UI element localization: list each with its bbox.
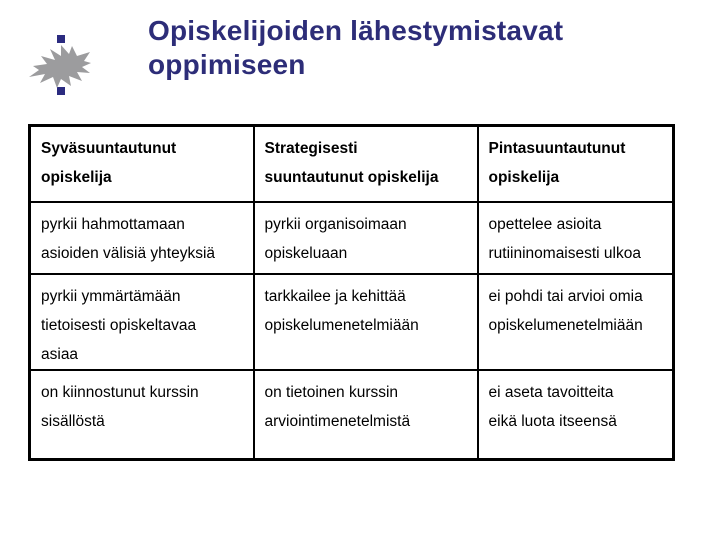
cell-line: opiskelija [41, 169, 112, 186]
cell-line: opettelee asioita [488, 215, 602, 233]
table-cell [30, 202, 254, 274]
cell-line: ei pohdi tai arvioi omia [488, 287, 643, 305]
cell-line: opiskelumenetelmiään [264, 316, 419, 334]
cell-line: Pintasuuntautunut [488, 140, 626, 157]
learning-approaches-table [28, 124, 675, 461]
table-row [30, 274, 674, 370]
table-cell [30, 370, 254, 460]
table-cell [254, 274, 478, 370]
header-cell-strategic [254, 126, 478, 202]
table-cell [478, 370, 674, 460]
slide-title-line-2: oppimiseen [148, 49, 306, 80]
cell-line: tarkkailee ja kehittää [264, 287, 406, 305]
table-cell [30, 274, 254, 370]
table-header-row [30, 126, 674, 202]
cell-line: pyrkii organisoimaan [264, 215, 407, 233]
table-cell [478, 274, 674, 370]
cell-line: tietoisesti opiskeltavaa [41, 316, 197, 334]
slide-title-line-1: Opiskelijoiden lähestymistavat [148, 15, 564, 46]
cell-line: pyrkii ymmärtämään [41, 287, 181, 305]
flame-logo-icon [20, 25, 100, 105]
cell-line: opiskeluaan [264, 244, 348, 262]
header-cell-surface [478, 126, 674, 202]
cell-line: opiskelumenetelmiään [488, 316, 643, 334]
cell-line: suuntautunut opiskelija [264, 169, 439, 186]
cell-line: Syväsuuntautunut [41, 140, 177, 157]
table-cell [254, 202, 478, 274]
cell-line: eikä luota itseensä [488, 412, 617, 430]
table-cell [254, 370, 478, 460]
cell-line: opiskelija [488, 169, 560, 186]
cell-line: arviointimenetelmistä [264, 412, 411, 430]
cell-line: asiaa [41, 345, 79, 363]
cell-line: pyrkii hahmottamaan [41, 215, 185, 233]
cell-line: Strategisesti [264, 140, 358, 157]
cell-line: asioiden välisiä yhteyksiä [41, 244, 216, 262]
cell-line: on tietoinen kurssin [264, 383, 399, 401]
header-cell-deep [30, 126, 254, 202]
table-row [30, 202, 674, 274]
table-cell [478, 202, 674, 274]
slide-title [148, 14, 563, 82]
cell-line: on kiinnostunut kurssin [41, 383, 199, 401]
cell-line: sisällöstä [41, 412, 105, 430]
table-row [30, 370, 674, 460]
cell-line: rutiininomaisesti ulkoa [488, 244, 641, 262]
cell-line: ei aseta tavoitteita [488, 383, 614, 401]
